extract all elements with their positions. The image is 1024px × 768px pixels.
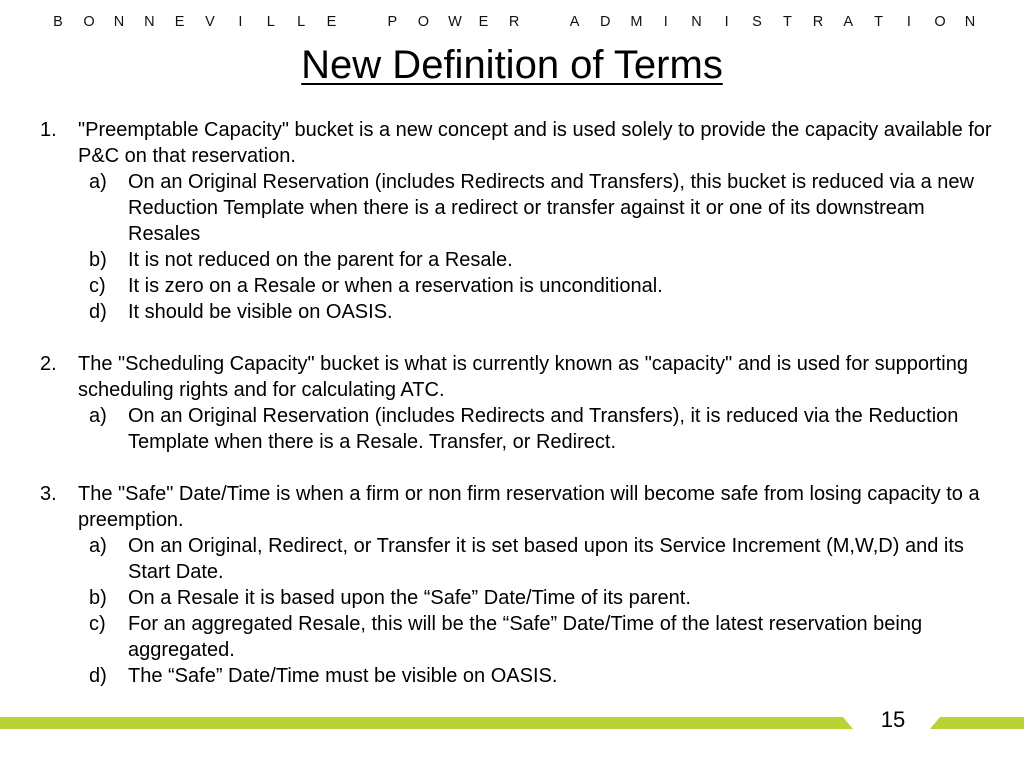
sub-item xyxy=(78,663,1000,689)
term-number: 3. xyxy=(40,483,57,505)
header-letter: N xyxy=(144,14,155,30)
sub-item-letter: a) xyxy=(89,171,107,193)
header-letter: A xyxy=(569,14,580,30)
term-text: "Preemptable Capacity" bucket is a new concept and is used solely to provide the capacity available for P&C on that reservation. xyxy=(78,119,992,167)
header-letter: S xyxy=(752,14,762,30)
header-letter: T xyxy=(874,14,883,30)
sub-item-letter: d) xyxy=(89,301,107,323)
sub-item-letter: b) xyxy=(89,249,107,271)
footer-accent-bar-left xyxy=(0,717,853,729)
sub-item-text: On a Resale it is based upon the “Safe” Date/Time of its parent. xyxy=(128,587,691,609)
header-letter: N xyxy=(691,14,702,30)
term-body xyxy=(78,481,1000,689)
term-number: 1. xyxy=(40,119,57,141)
sub-item xyxy=(78,247,1000,273)
header-letter: R xyxy=(812,14,824,30)
sub-item xyxy=(78,403,1000,455)
sub-item-letter: a) xyxy=(89,405,107,427)
sub-item xyxy=(78,533,1000,585)
slide-title: New Definition of Terms xyxy=(301,43,723,87)
header-letter: E xyxy=(478,14,489,30)
header-letter: O xyxy=(83,14,95,30)
sub-item xyxy=(78,273,1000,299)
sub-item-text: It is not reduced on the parent for a Resale. xyxy=(128,249,513,271)
sub-item-text: It is zero on a Resale or when a reservation is unconditional. xyxy=(128,275,663,297)
sub-item xyxy=(78,299,1000,325)
footer-accent-bar-right xyxy=(930,717,1024,729)
header-letter: N xyxy=(113,14,125,30)
term-text: The "Safe" Date/Time is when a firm or non firm reservation will become safe from losing capacity to a preemption. xyxy=(78,483,980,531)
header-letter: I xyxy=(906,14,911,30)
page-number: 15 xyxy=(880,707,906,732)
header-letter: L xyxy=(266,14,275,30)
header-letter: N xyxy=(964,14,976,30)
header-letter: V xyxy=(205,14,215,30)
header-letter: A xyxy=(843,14,853,30)
header-letter: I xyxy=(663,14,668,30)
header-letter: O xyxy=(934,14,946,30)
header-letter: E xyxy=(326,14,337,30)
term-item xyxy=(40,351,1000,455)
header-letter: T xyxy=(782,14,792,30)
organization-header xyxy=(0,12,1024,32)
term-number: 2. xyxy=(40,353,57,375)
sub-item-text: On an Original, Redirect, or Transfer it is set based upon its Service Increment (M,W,D) and its Start Date. xyxy=(128,535,964,583)
term-text: The "Scheduling Capacity" bucket is what is currently known as "capacity" and is used for supporting scheduling rights and for calculating ATC. xyxy=(78,353,968,401)
header-letter: R xyxy=(508,14,520,30)
term-item xyxy=(40,117,1000,325)
header-letter: D xyxy=(600,14,611,30)
sub-item xyxy=(78,611,1000,663)
sub-item xyxy=(78,169,1000,247)
header-letter: W xyxy=(448,14,462,30)
header-letter: I xyxy=(724,14,729,30)
sub-item-text: On an Original Reservation (includes Redirects and Transfers), this bucket is reduced via a new Reduction Template when there is a redirect or transfer against it or one of its downstream Resales xyxy=(128,171,974,245)
header-letter: I xyxy=(238,14,243,30)
header-letter xyxy=(539,12,549,32)
sub-item-letter: c) xyxy=(89,275,106,297)
sub-item-text: On an Original Reservation (includes Redirects and Transfers), it is reduced via the Reduction Template when there is a Resale. Transfer, or Redirect. xyxy=(128,405,959,453)
sub-item-text: The “Safe” Date/Time must be visible on OASIS. xyxy=(128,665,558,687)
header-letter: O xyxy=(417,14,429,30)
sub-item-text: For an aggregated Resale, this will be the “Safe” Date/Time of the latest reservation being aggregated. xyxy=(128,613,923,661)
header-letter: L xyxy=(297,14,306,30)
sub-item xyxy=(78,585,1000,611)
header-letter: E xyxy=(174,14,185,30)
header-letter: B xyxy=(53,14,63,30)
sub-item-letter: a) xyxy=(89,535,107,557)
header-letter: P xyxy=(387,14,398,30)
sub-item-letter: d) xyxy=(89,665,107,687)
term-body xyxy=(78,117,1000,325)
sub-item-text: It should be visible on OASIS. xyxy=(128,301,393,323)
term-body xyxy=(78,351,1000,455)
sub-item-letter: c) xyxy=(89,613,106,635)
header-letter: M xyxy=(630,14,643,30)
term-item xyxy=(40,481,1000,689)
sub-item-letter: b) xyxy=(89,587,107,609)
header-letter xyxy=(357,12,367,32)
terms-list xyxy=(40,117,1000,689)
